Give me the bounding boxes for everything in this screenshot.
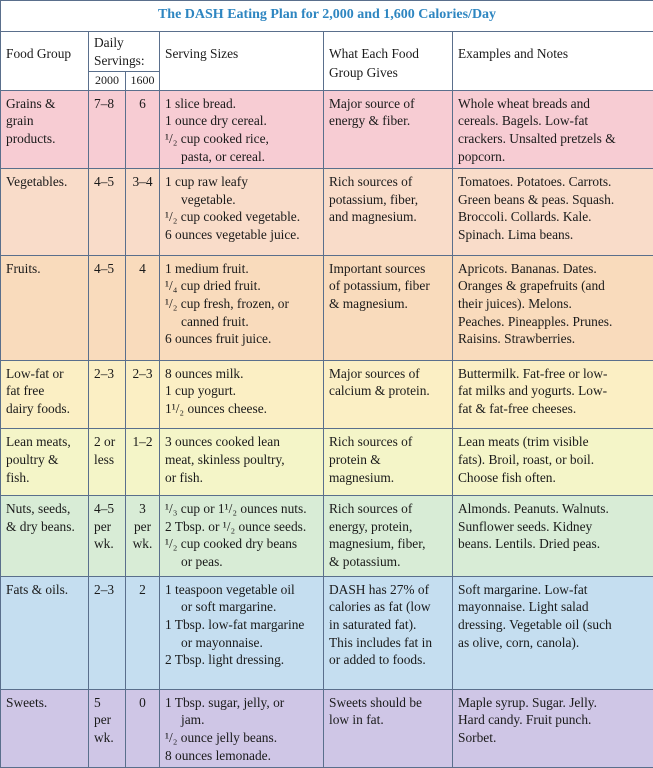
- header-serving-sizes: Serving Sizes: [160, 32, 324, 91]
- examples-line: Sunflower seeds. Kidney: [458, 518, 593, 534]
- header-gives-line: Group Gives: [329, 65, 398, 81]
- group-gives-cell: [324, 255, 453, 360]
- servings-2000-cell: [89, 429, 126, 496]
- servings-1600-value: 1–2: [132, 434, 153, 450]
- food-group-line: products.: [6, 131, 56, 147]
- header-1600: 1600: [126, 71, 160, 90]
- food-group-line: Sweets.: [6, 694, 48, 710]
- table-row: [1, 255, 653, 360]
- group-gives-line: magnesium.: [329, 469, 395, 485]
- group-gives-line: Major source of: [329, 95, 415, 111]
- serving-size-line: ¹/₂ cup cooked rice,: [165, 131, 269, 147]
- servings-2000-value: 7–8: [94, 95, 115, 111]
- examples-line: Raisins. Strawberries.: [458, 331, 576, 347]
- servings-2000-value: 4–5: [94, 173, 115, 189]
- examples-line: Soft margarine. Low-fat: [458, 581, 588, 597]
- servings-2000-value: 4–5: [94, 501, 115, 517]
- food-group-cell: [1, 360, 89, 429]
- table-title: The DASH Eating Plan for 2,000 and 1,600 Calories/Day: [1, 1, 653, 32]
- group-gives-line: calories as fat (low: [329, 599, 431, 615]
- serving-size-line: 1 Tbsp. low-fat margarine: [165, 616, 305, 632]
- servings-1600-cell: [126, 429, 160, 496]
- group-gives-line: Rich sources of: [329, 173, 413, 189]
- food-group-cell: [1, 90, 89, 168]
- serving-size-line: ¹/₂ cup cooked dry beans: [165, 536, 298, 552]
- table-row: [1, 90, 653, 168]
- serving-size-line: 1 slice bread.: [165, 95, 237, 111]
- group-gives-line: magnesium, fiber,: [329, 536, 426, 552]
- header-food-group: Food Group: [1, 32, 89, 91]
- serving-sizes-cell: [160, 90, 324, 168]
- examples-line: fat milks and yogurts. Low-: [458, 383, 608, 399]
- group-gives-line: low in fat.: [329, 712, 384, 728]
- servings-1600-value: 2–3: [132, 365, 153, 381]
- examples-line: Green beans & peas. Squash.: [458, 191, 615, 207]
- servings-1600-cell: [126, 90, 160, 168]
- food-group-line: Low-fat or: [6, 365, 64, 381]
- servings-1600-value: 3: [139, 501, 146, 517]
- header-examples-and-notes: Examples and Notes: [453, 32, 653, 91]
- table-row: [1, 576, 653, 689]
- header-daily-servings-line: Daily: [94, 35, 124, 51]
- examples-line: Maple syrup. Sugar. Jelly.: [458, 694, 597, 710]
- food-group-cell: [1, 576, 89, 689]
- examples-cell: [453, 360, 653, 429]
- food-group-line: Fats & oils.: [6, 581, 69, 597]
- serving-size-line: 3 ounces cooked lean: [165, 434, 280, 450]
- group-gives-cell: [324, 689, 453, 767]
- servings-2000-cell: [89, 689, 126, 767]
- food-group-line: dairy foods.: [6, 400, 70, 416]
- servings-1600-value: 4: [139, 260, 146, 276]
- group-gives-line: & potassium.: [329, 553, 401, 569]
- servings-2000-value: 4–5: [94, 260, 115, 276]
- food-group-cell: [1, 429, 89, 496]
- serving-size-line: jam.: [181, 712, 205, 728]
- serving-size-line: 1 teaspoon vegetable oil: [165, 581, 295, 597]
- group-gives-cell: [324, 360, 453, 429]
- header-gives-line: What Each Food: [329, 46, 419, 62]
- group-gives-line: Sweets should be: [329, 694, 422, 710]
- serving-size-line: vegetable.: [181, 191, 236, 207]
- examples-line: as olive, corn, canola).: [458, 634, 580, 650]
- food-group-line: & dry beans.: [6, 518, 75, 534]
- group-gives-cell: [324, 576, 453, 689]
- serving-size-line: 2 Tbsp. light dressing.: [165, 652, 285, 668]
- examples-line: mayonnaise. Light salad: [458, 599, 589, 615]
- servings-2000-value: 2–3: [94, 581, 115, 597]
- examples-line: Spinach. Lima beans.: [458, 226, 574, 242]
- serving-sizes-cell: [160, 168, 324, 255]
- examples-line: Choose fish often.: [458, 469, 556, 485]
- header-2000: 2000: [89, 71, 126, 90]
- examples-cell: [453, 496, 653, 577]
- serving-size-line: or fish.: [165, 469, 203, 485]
- examples-line: Oranges & grapefruits (and: [458, 278, 605, 294]
- servings-2000-cell: [89, 496, 126, 577]
- group-gives-line: or added to foods.: [329, 652, 426, 668]
- servings-2000-cell: [89, 576, 126, 689]
- servings-2000-value: wk.: [94, 730, 114, 746]
- table-row: [1, 168, 653, 255]
- food-group-line: Grains &: [6, 95, 56, 111]
- serving-size-line: meat, skinless poultry,: [165, 451, 285, 467]
- servings-2000-cell: [89, 255, 126, 360]
- servings-2000-value: less: [94, 451, 115, 467]
- examples-line: beans. Lentils. Dried peas.: [458, 536, 601, 552]
- food-group-line: Lean meats,: [6, 434, 71, 450]
- examples-line: fats). Broil, roast, or boil.: [458, 451, 595, 467]
- examples-line: Tomatoes. Potatoes. Carrots.: [458, 173, 612, 189]
- examples-line: Sorbet.: [458, 730, 497, 746]
- group-gives-line: DASH has 27% of: [329, 581, 430, 597]
- examples-line: popcorn.: [458, 148, 506, 164]
- food-group-cell: [1, 689, 89, 767]
- serving-size-line: 1 medium fruit.: [165, 260, 249, 276]
- serving-size-line: 1 Tbsp. sugar, jelly, or: [165, 694, 285, 710]
- group-gives-line: protein &: [329, 451, 381, 467]
- group-gives-line: Rich sources of: [329, 434, 413, 450]
- examples-line: cereals. Bagels. Low-fat: [458, 113, 589, 129]
- serving-size-line: ¹/₂ cup fresh, frozen, or: [165, 295, 289, 311]
- examples-line: Buttermilk. Fat-free or low-: [458, 365, 608, 381]
- examples-cell: [453, 255, 653, 360]
- servings-1600-value: wk.: [132, 536, 153, 552]
- group-gives-line: Rich sources of: [329, 501, 413, 517]
- serving-size-line: or peas.: [181, 553, 223, 569]
- servings-1600-cell: [126, 360, 160, 429]
- examples-line: dressing. Vegetable oil (such: [458, 616, 612, 632]
- group-gives-cell: [324, 90, 453, 168]
- examples-line: Lean meats (trim visible: [458, 434, 589, 450]
- serving-size-line: 1 cup raw leafy: [165, 173, 248, 189]
- serving-size-line: ¹/₄ cup dried fruit.: [165, 278, 261, 294]
- servings-1600-cell: [126, 168, 160, 255]
- servings-1600-value: 3–4: [132, 173, 153, 189]
- examples-cell: [453, 689, 653, 767]
- header-what-each-food-group-gives: [324, 32, 453, 91]
- serving-sizes-cell: [160, 360, 324, 429]
- food-group-cell: [1, 255, 89, 360]
- serving-size-line: 2 Tbsp. or ¹/₂ ounce seeds.: [165, 518, 307, 534]
- servings-1600-cell: [126, 576, 160, 689]
- header-row: [1, 32, 653, 71]
- food-group-line: Fruits.: [6, 260, 41, 276]
- serving-size-line: 1 ounce dry cereal.: [165, 113, 267, 129]
- servings-1600-cell: [126, 255, 160, 360]
- group-gives-cell: [324, 429, 453, 496]
- examples-cell: [453, 429, 653, 496]
- servings-2000-value: 2–3: [94, 365, 115, 381]
- table-row: [1, 429, 653, 496]
- table-row: [1, 496, 653, 577]
- servings-2000-value: per: [94, 712, 112, 728]
- group-gives-line: & magnesium.: [329, 295, 408, 311]
- serving-size-line: ¹/₃ cup or 1¹/₂ ounces nuts.: [165, 501, 307, 517]
- group-gives-line: energy, protein,: [329, 518, 413, 534]
- servings-1600-value: per: [133, 518, 152, 534]
- serving-sizes-cell: [160, 496, 324, 577]
- servings-1600-cell: [126, 689, 160, 767]
- serving-size-line: or soft margarine.: [181, 599, 277, 615]
- examples-line: Almonds. Peanuts. Walnuts.: [458, 501, 609, 517]
- food-group-line: Vegetables.: [6, 173, 68, 189]
- examples-line: Apricots. Bananas. Dates.: [458, 260, 597, 276]
- servings-2000-cell: [89, 168, 126, 255]
- serving-sizes-cell: [160, 689, 324, 767]
- food-group-line: Nuts, seeds,: [6, 501, 71, 517]
- group-gives-line: This includes fat in: [329, 634, 433, 650]
- examples-cell: [453, 576, 653, 689]
- examples-line: Peaches. Pineapples. Prunes.: [458, 313, 613, 329]
- group-gives-line: calcium & protein.: [329, 383, 430, 399]
- servings-2000-value: wk.: [94, 536, 114, 552]
- servings-2000-cell: [89, 360, 126, 429]
- group-gives-line: of potassium, fiber: [329, 278, 430, 294]
- group-gives-line: in saturated fat).: [329, 616, 417, 632]
- serving-size-line: 8 ounces milk.: [165, 365, 244, 381]
- servings-2000-value: 2 or: [94, 434, 116, 450]
- group-gives-line: and magnesium.: [329, 209, 417, 225]
- group-gives-line: Major sources of: [329, 365, 420, 381]
- food-group-line: fish.: [6, 469, 30, 485]
- serving-size-line: ¹/₂ ounce jelly beans.: [165, 730, 278, 746]
- serving-size-line: 6 ounces vegetable juice.: [165, 226, 300, 242]
- servings-1600-cell: [126, 496, 160, 577]
- food-group-line: poultry &: [6, 451, 59, 467]
- table-row: [1, 360, 653, 429]
- food-group-cell: [1, 496, 89, 577]
- group-gives-line: energy & fiber.: [329, 113, 411, 129]
- servings-1600-value: 2: [139, 581, 146, 597]
- serving-size-line: 8 ounces lemonade.: [165, 747, 271, 763]
- header-daily-servings: [89, 32, 160, 71]
- serving-size-line: canned fruit.: [181, 313, 249, 329]
- serving-size-line: ¹/₂ cup cooked vegetable.: [165, 209, 301, 225]
- servings-2000-cell: [89, 90, 126, 168]
- examples-line: Broccoli. Collards. Kale.: [458, 209, 592, 225]
- servings-1600-value: 0: [139, 694, 146, 710]
- examples-line: Whole wheat breads and: [458, 95, 590, 111]
- serving-size-line: 6 ounces fruit juice.: [165, 331, 272, 347]
- examples-line: fat & fat-free cheeses.: [458, 400, 577, 416]
- servings-1600-value: 6: [139, 95, 146, 111]
- serving-size-line: 1¹/₂ ounces cheese.: [165, 400, 268, 416]
- examples-line: Hard candy. Fruit punch.: [458, 712, 592, 728]
- servings-2000-value: 5: [94, 694, 101, 710]
- serving-size-line: 1 cup yogurt.: [165, 383, 237, 399]
- group-gives-cell: [324, 168, 453, 255]
- servings-2000-value: per: [94, 518, 112, 534]
- food-group-line: grain: [6, 113, 34, 129]
- serving-sizes-cell: [160, 255, 324, 360]
- group-gives-cell: [324, 496, 453, 577]
- header-daily-servings-line: Servings:: [94, 53, 145, 69]
- examples-cell: [453, 168, 653, 255]
- group-gives-line: potassium, fiber,: [329, 191, 419, 207]
- group-gives-line: Important sources: [329, 260, 426, 276]
- table-body: [1, 90, 653, 767]
- serving-sizes-cell: [160, 576, 324, 689]
- serving-sizes-cell: [160, 429, 324, 496]
- examples-line: their juices). Melons.: [458, 295, 572, 311]
- table-row: [1, 689, 653, 767]
- food-group-line: fat free: [6, 383, 45, 399]
- examples-line: crackers. Unsalted pretzels &: [458, 131, 616, 147]
- examples-cell: [453, 90, 653, 168]
- serving-size-line: or mayonnaise.: [181, 634, 263, 650]
- serving-size-line: pasta, or cereal.: [181, 148, 266, 164]
- food-group-cell: [1, 168, 89, 255]
